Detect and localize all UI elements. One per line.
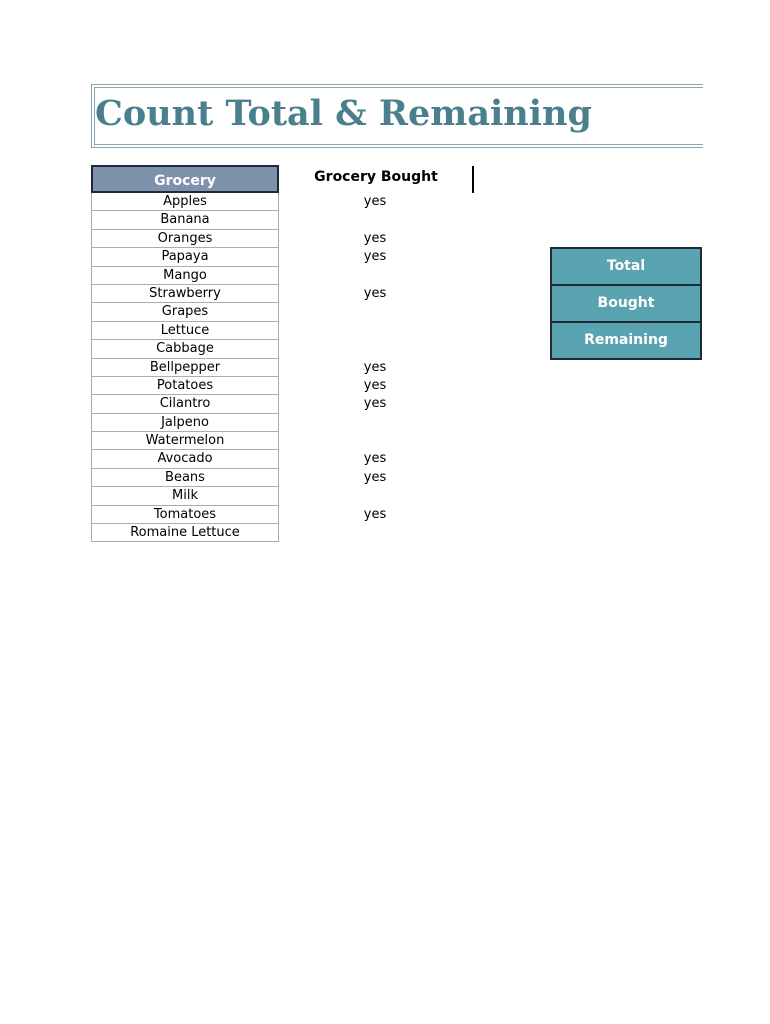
- grocery-item[interactable]: Romaine Lettuce: [91, 524, 279, 542]
- bought-cell[interactable]: [330, 322, 420, 340]
- grocery-column-header[interactable]: Grocery: [91, 165, 279, 193]
- grocery-item[interactable]: Cabbage: [91, 340, 279, 358]
- grocery-item[interactable]: Papaya: [91, 248, 279, 266]
- bought-cell[interactable]: [330, 414, 420, 432]
- grocery-item[interactable]: Potatoes: [91, 377, 279, 395]
- bought-cell[interactable]: [330, 303, 420, 321]
- grocery-item[interactable]: Bellpepper: [91, 359, 279, 377]
- summary-panel: [550, 247, 702, 360]
- remaining-button[interactable]: Remaining: [552, 323, 700, 358]
- grocery-bought-header[interactable]: Grocery Bought: [314, 169, 438, 185]
- bought-cell[interactable]: yes: [363, 230, 387, 246]
- total-button[interactable]: Total: [552, 249, 700, 284]
- grocery-item[interactable]: Banana: [91, 211, 279, 229]
- grocery-item[interactable]: Watermelon: [91, 432, 279, 450]
- bought-cell[interactable]: [330, 211, 420, 229]
- bought-cell[interactable]: yes: [363, 451, 387, 467]
- grocery-item[interactable]: Milk: [91, 487, 279, 505]
- grocery-table: [91, 165, 279, 542]
- bought-cell[interactable]: [330, 487, 420, 505]
- bought-cell[interactable]: yes: [363, 396, 387, 412]
- grocery-item[interactable]: Avocado: [91, 450, 279, 468]
- grocery-bought-column: [330, 193, 420, 542]
- bought-cell[interactable]: [330, 340, 420, 358]
- grocery-item[interactable]: Apples: [91, 193, 279, 211]
- grocery-item[interactable]: Grapes: [91, 303, 279, 321]
- grocery-item[interactable]: Jalpeno: [91, 414, 279, 432]
- grocery-item[interactable]: Mango: [91, 267, 279, 285]
- grocery-item[interactable]: Beans: [91, 469, 279, 487]
- bought-cell[interactable]: yes: [363, 194, 387, 209]
- grocery-item[interactable]: Lettuce: [91, 322, 279, 340]
- grocery-item[interactable]: Cilantro: [91, 395, 279, 413]
- bought-cell[interactable]: [330, 432, 420, 450]
- bought-cell[interactable]: yes: [363, 285, 387, 301]
- grocery-item[interactable]: Tomatoes: [91, 506, 279, 524]
- bought-cell[interactable]: yes: [363, 359, 387, 375]
- cell-cursor: [472, 166, 474, 193]
- page-title: Count Total & Remaining: [95, 93, 592, 134]
- bought-cell[interactable]: yes: [363, 469, 387, 485]
- bought-cell[interactable]: [330, 524, 420, 542]
- bought-cell[interactable]: [330, 267, 420, 285]
- bought-button[interactable]: Bought: [552, 286, 700, 321]
- grocery-rows: [91, 193, 279, 542]
- bought-cell[interactable]: yes: [363, 377, 387, 393]
- title-banner: [91, 84, 703, 148]
- grocery-item[interactable]: Strawberry: [91, 285, 279, 303]
- bought-cell[interactable]: yes: [363, 506, 387, 522]
- grocery-item[interactable]: Oranges: [91, 230, 279, 248]
- bought-cell[interactable]: yes: [363, 249, 387, 265]
